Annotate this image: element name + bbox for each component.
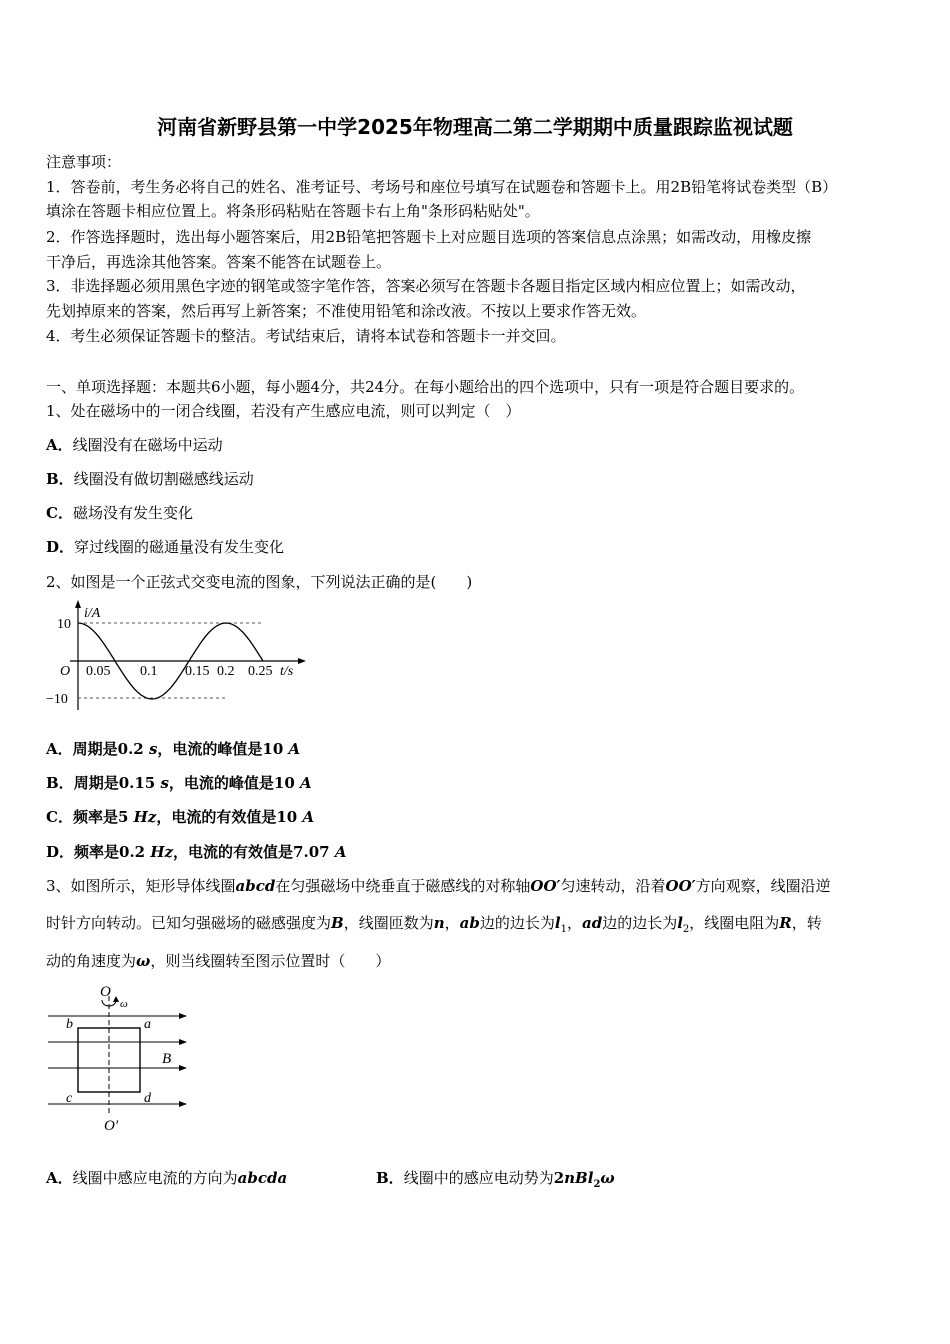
question-3-stem-line3: 动的角速度为ω，则当线圈转至图示位置时（ ）	[46, 952, 391, 970]
question-2-stem: 2、如图是一个正弦式交变电流的图象，下列说法正确的是( )	[46, 573, 473, 591]
corner-label-c: c	[66, 1091, 73, 1106]
question-1-stem: 1、处在磁场中的一闭合线圈，若没有产生感应电流，则可以判定（ ）	[46, 402, 521, 420]
x-tick-label: 0.15	[185, 664, 210, 679]
rotation-arrow-head	[113, 996, 119, 1002]
corner-label-d: d	[144, 1091, 151, 1106]
notice-line: 填涂在答题卡相应位置上。将条形码粘贴在答题卡右上角"条形码粘贴处"。	[46, 202, 540, 220]
q2-option-d: D．频率是0.2 Hz，电流的有效值是7.07 A	[46, 843, 347, 861]
q1-option-d: D．穿过线圈的磁通量没有发生变化	[46, 538, 285, 556]
q3-option-b: B．线圈中的感应电动势为2nBl$_2$ω	[376, 1169, 615, 1190]
x-axis-label: t/s	[280, 664, 294, 679]
question-3-stem-line1: 3、如图所示，矩形导体线圈abcd在匀强磁场中绕垂直于磁感线的对称轴OO′匀速转动，沿着OO′方向观察，线圈沿逆	[46, 877, 831, 895]
notice-line: 3．非选择题必须用黑色字迹的钢笔或签字笔作答，答案必须写在答题卡各题目指定区域内相应位置上；如需改动，	[46, 277, 806, 295]
x-axis-arrow	[298, 658, 306, 664]
origin-label: O	[60, 664, 71, 679]
axis-label-top: O	[100, 984, 111, 1000]
corner-label-a: a	[144, 1017, 151, 1032]
notice-heading: 注意事项：	[46, 153, 122, 171]
notice-line: 2．作答选择题时，选出每小题答案后，用2B铅笔把答题卡上对应题目选项的答案信息点涂黑；如需改动，用橡皮擦	[46, 228, 812, 246]
corner-label-b: b	[66, 1017, 73, 1032]
q2-option-a: A．周期是0.2 s，电流的峰值是10 A	[46, 740, 301, 758]
sine-current-graph	[40, 598, 310, 714]
page-title: 河南省新野县第一中学2025年物理高二第二学期期中质量跟踪监视试题	[157, 115, 793, 139]
question-3-stem-line2: 时针方向转动。已知匀强磁场的磁感强度为B，线圈匝数为n，ab边的边长为$l_1$，ad边的边长为$l_2$，线圈电阻为R，转	[46, 914, 822, 935]
axis-label-bottom: O′	[104, 1118, 119, 1134]
q2-option-b: B．周期是0.15 s，电流的峰值是10 A	[46, 774, 312, 792]
y-axis-label: i/A	[84, 606, 101, 621]
q1-option-c: C．磁场没有发生变化	[46, 504, 193, 522]
q1-option-b: B．线圈没有做切割磁感线运动	[46, 470, 254, 488]
field-label: B	[162, 1051, 172, 1067]
q1-option-a: A．线圈没有在磁场中运动	[46, 436, 223, 454]
notice-line: 1．答卷前，考生务必将自己的姓名、准考证号、考场号和座位号填写在试题卷和答题卡上。用2B铅笔将试卷类型（B）	[46, 178, 838, 196]
y-axis-arrow	[75, 600, 81, 608]
notice-line: 先划掉原来的答案，然后再写上新答案；不准使用铅笔和涂改液。不按以上要求作答无效。	[46, 302, 647, 320]
section-heading: 一、单项选择题：本题共6小题，每小题4分，共24分。在每小题给出的四个选项中，只有一项是符合题目要求的。	[46, 378, 805, 396]
omega-label: ω	[120, 998, 128, 1010]
q3-option-a: A．线圈中感应电流的方向为abcda	[46, 1169, 288, 1187]
x-tick-label: 0.1	[140, 664, 158, 679]
x-tick-label: 0.05	[86, 664, 111, 679]
x-tick-label: 0.25	[248, 664, 273, 679]
rotating-coil-figure	[44, 982, 194, 1134]
q2-option-c: C．频率是5 Hz，电流的有效值是10 A	[46, 808, 315, 826]
x-tick-label: 0.2	[217, 664, 235, 679]
notice-line: 4．考生必须保证答题卡的整洁。考试结束后，请将本试卷和答题卡一并交回。	[46, 327, 566, 345]
y-tick-label: 10	[57, 617, 71, 632]
notice-line: 干净后，再选涂其他答案。答案不能答在试题卷上。	[46, 253, 392, 271]
y-tick-label: −10	[46, 692, 68, 707]
